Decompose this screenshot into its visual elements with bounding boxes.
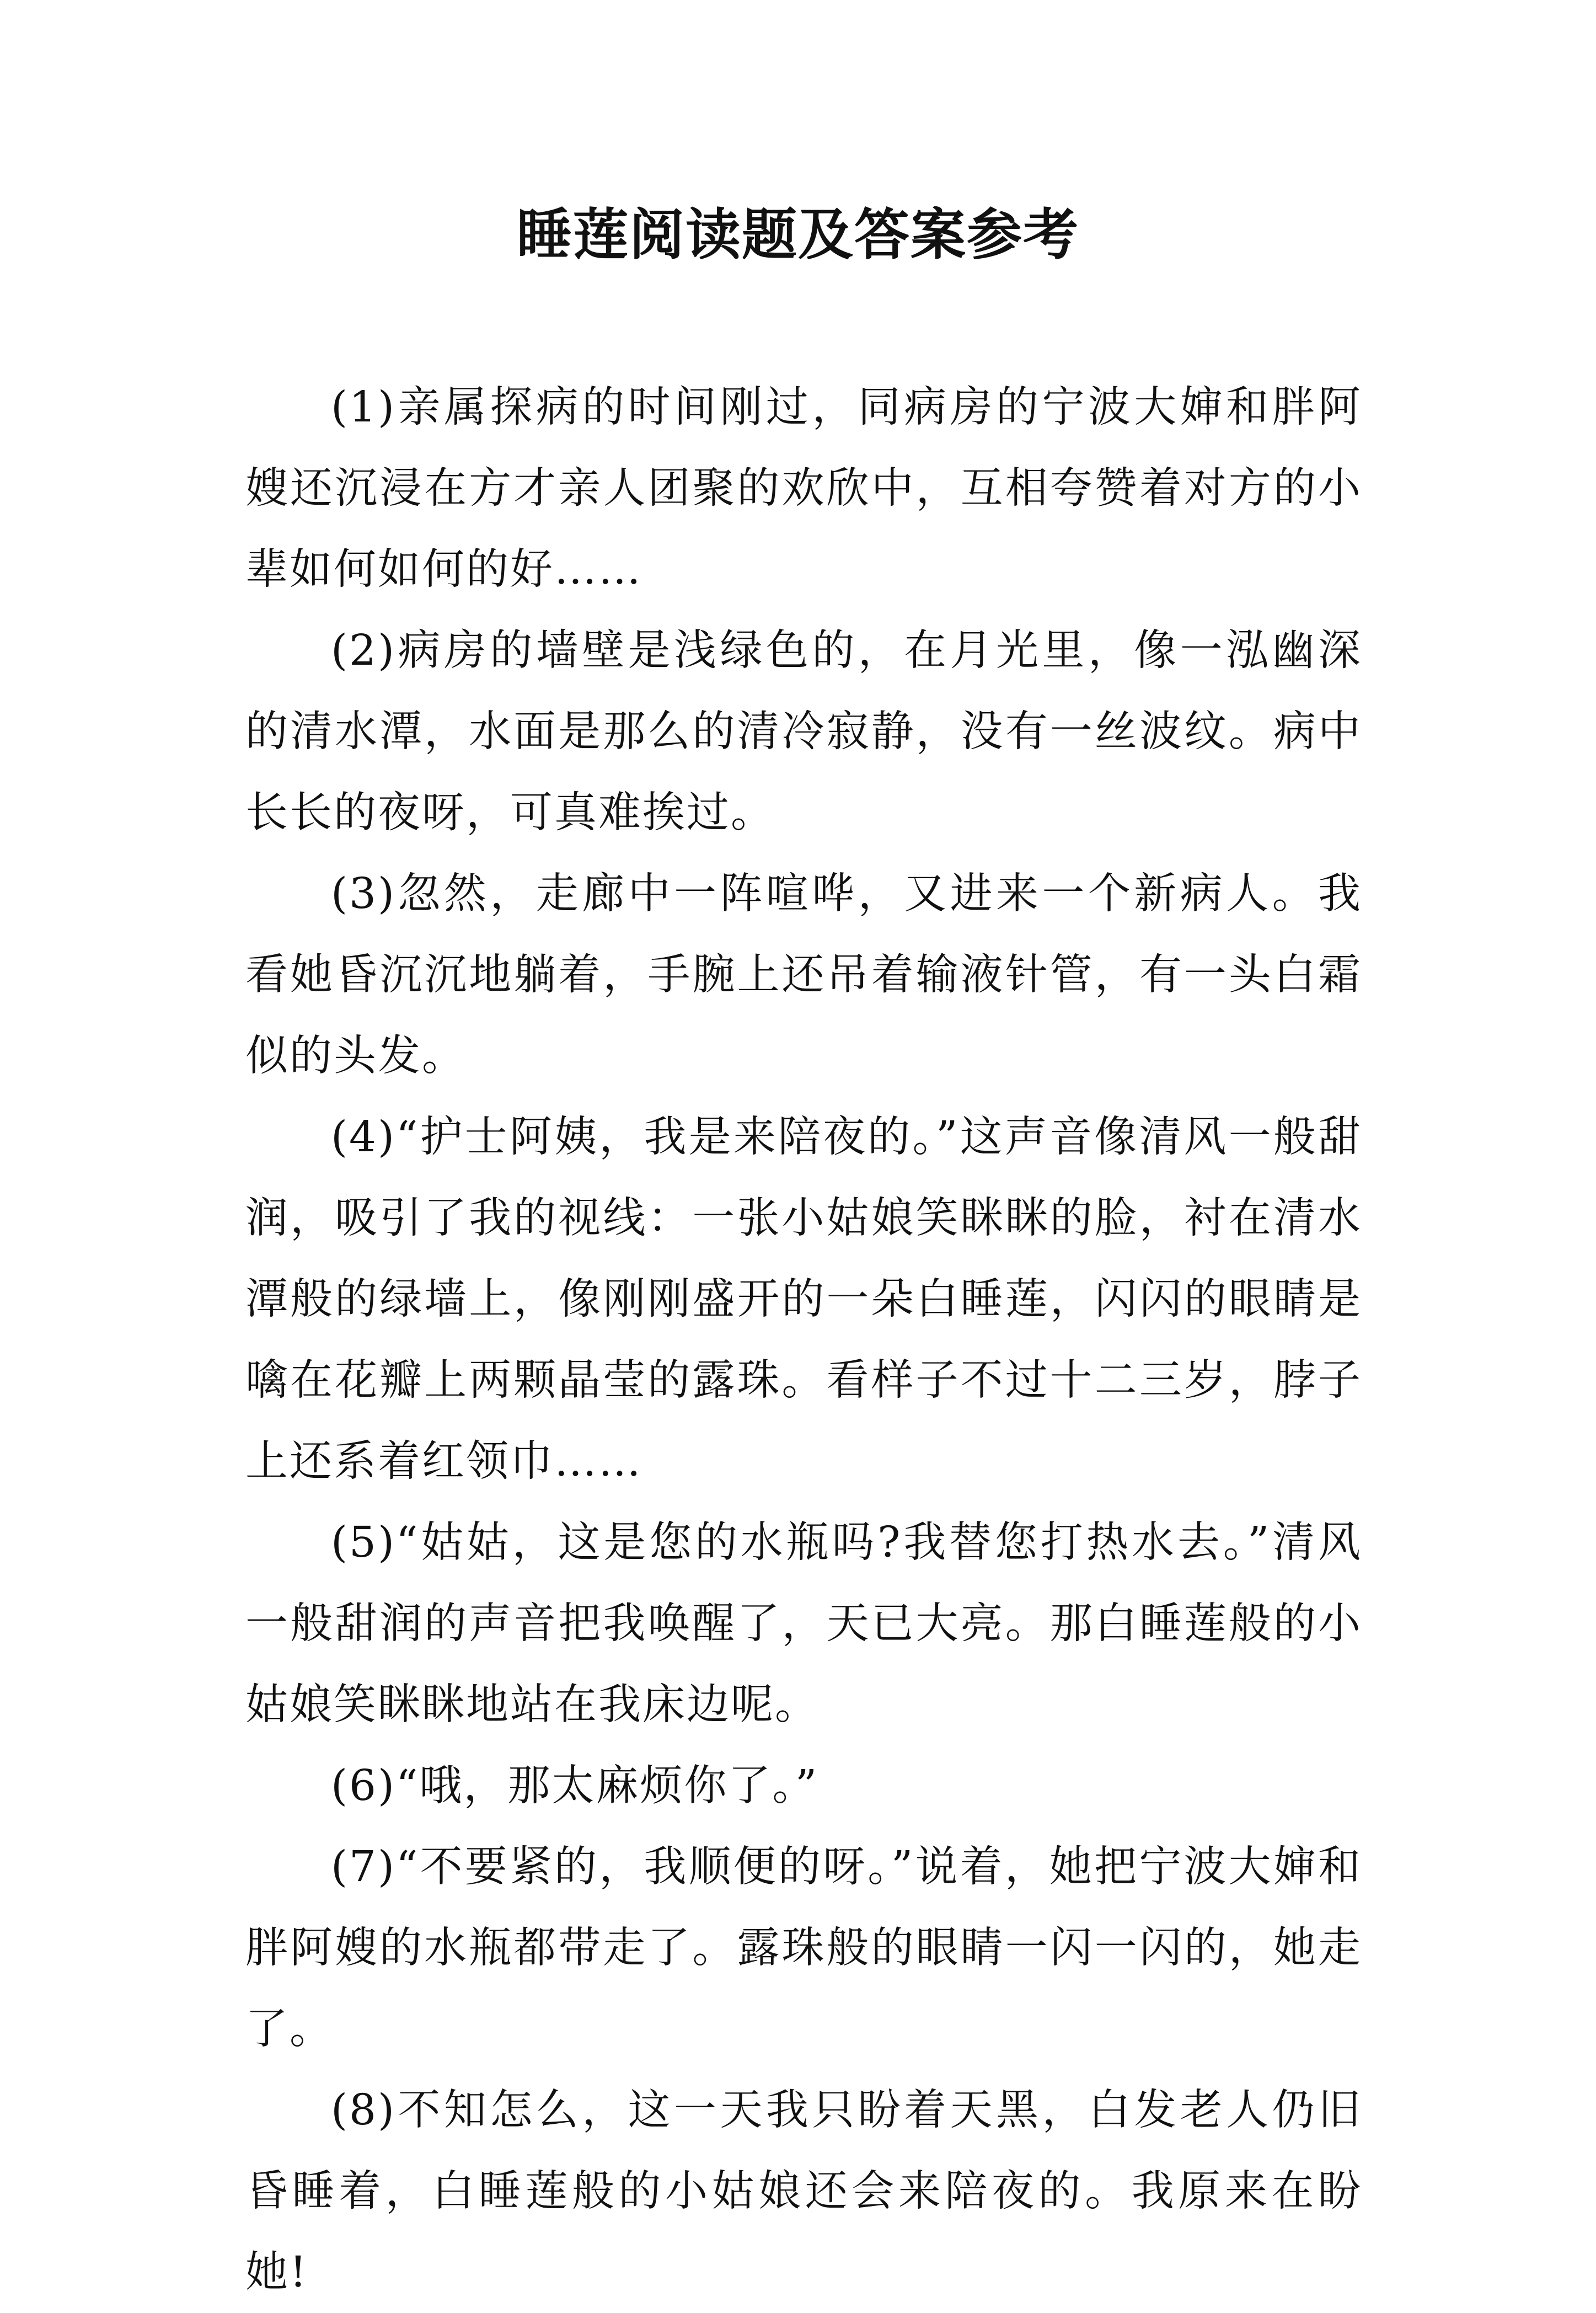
paragraph-7: (7)“不要紧的，我顺便的呀。”说着，她把宁波大婶和胖阿嫂的水瓶都带走了。露珠般的眼睛一闪一闪的，她走了。	[245, 1842, 1362, 2054]
paragraph-5: (5)“姑姑，这是您的水瓶吗?我替您打热水去。”清风一般甜润的声音把我唤醒了，天已大亮。那白睡莲般的小姑娘笑眯眯地站在我床边呢。	[245, 1518, 1362, 1729]
paragraph-1: (1)亲属探病的时间刚过，同病房的宁波大婶和胖阿嫂还沉浸在方才亲人团聚的欢欣中，互相夸赞着对方的小辈如何如何的好……	[245, 383, 1362, 594]
paragraph-8: (8)不知怎么，这一天我只盼着天黑，白发老人仍旧昏睡着，白睡莲般的小姑娘还会来陪夜的。我原来在盼她!	[245, 2086, 1362, 2297]
paragraph-3: (3)忽然，走廊中一阵喧哗，又进来一个新病人。我看她昏沉沉地躺着，手腕上还吊着输液针管，有一头白霜似的头发。	[245, 869, 1362, 1081]
paragraph-2: (2)病房的墙壁是浅绿色的，在月光里，像一泓幽深的清水潭，水面是那么的清冷寂静，没有一丝波纹。病中长长的夜呀，可真难挨过。	[245, 626, 1362, 837]
paragraph-6: (6)“哦，那太麻烦你了。”	[331, 1761, 819, 1810]
document-title: 睡莲阅读题及答案参考	[517, 202, 1079, 267]
document-body	[245, 367, 1362, 2313]
paragraph-4: (4)“护士阿姨，我是来陪夜的。”这声音像清风一般甜润，吸引了我的视线：一张小姑娘笑眯眯的脸，衬在清水潭般的绿墙上，像刚刚盛开的一朵白睡莲，闪闪的眼睛是噙在花瓣上两颗晶莹的露珠。看样子不过十二三岁，脖子上还系着红领巾……	[245, 1113, 1362, 1486]
